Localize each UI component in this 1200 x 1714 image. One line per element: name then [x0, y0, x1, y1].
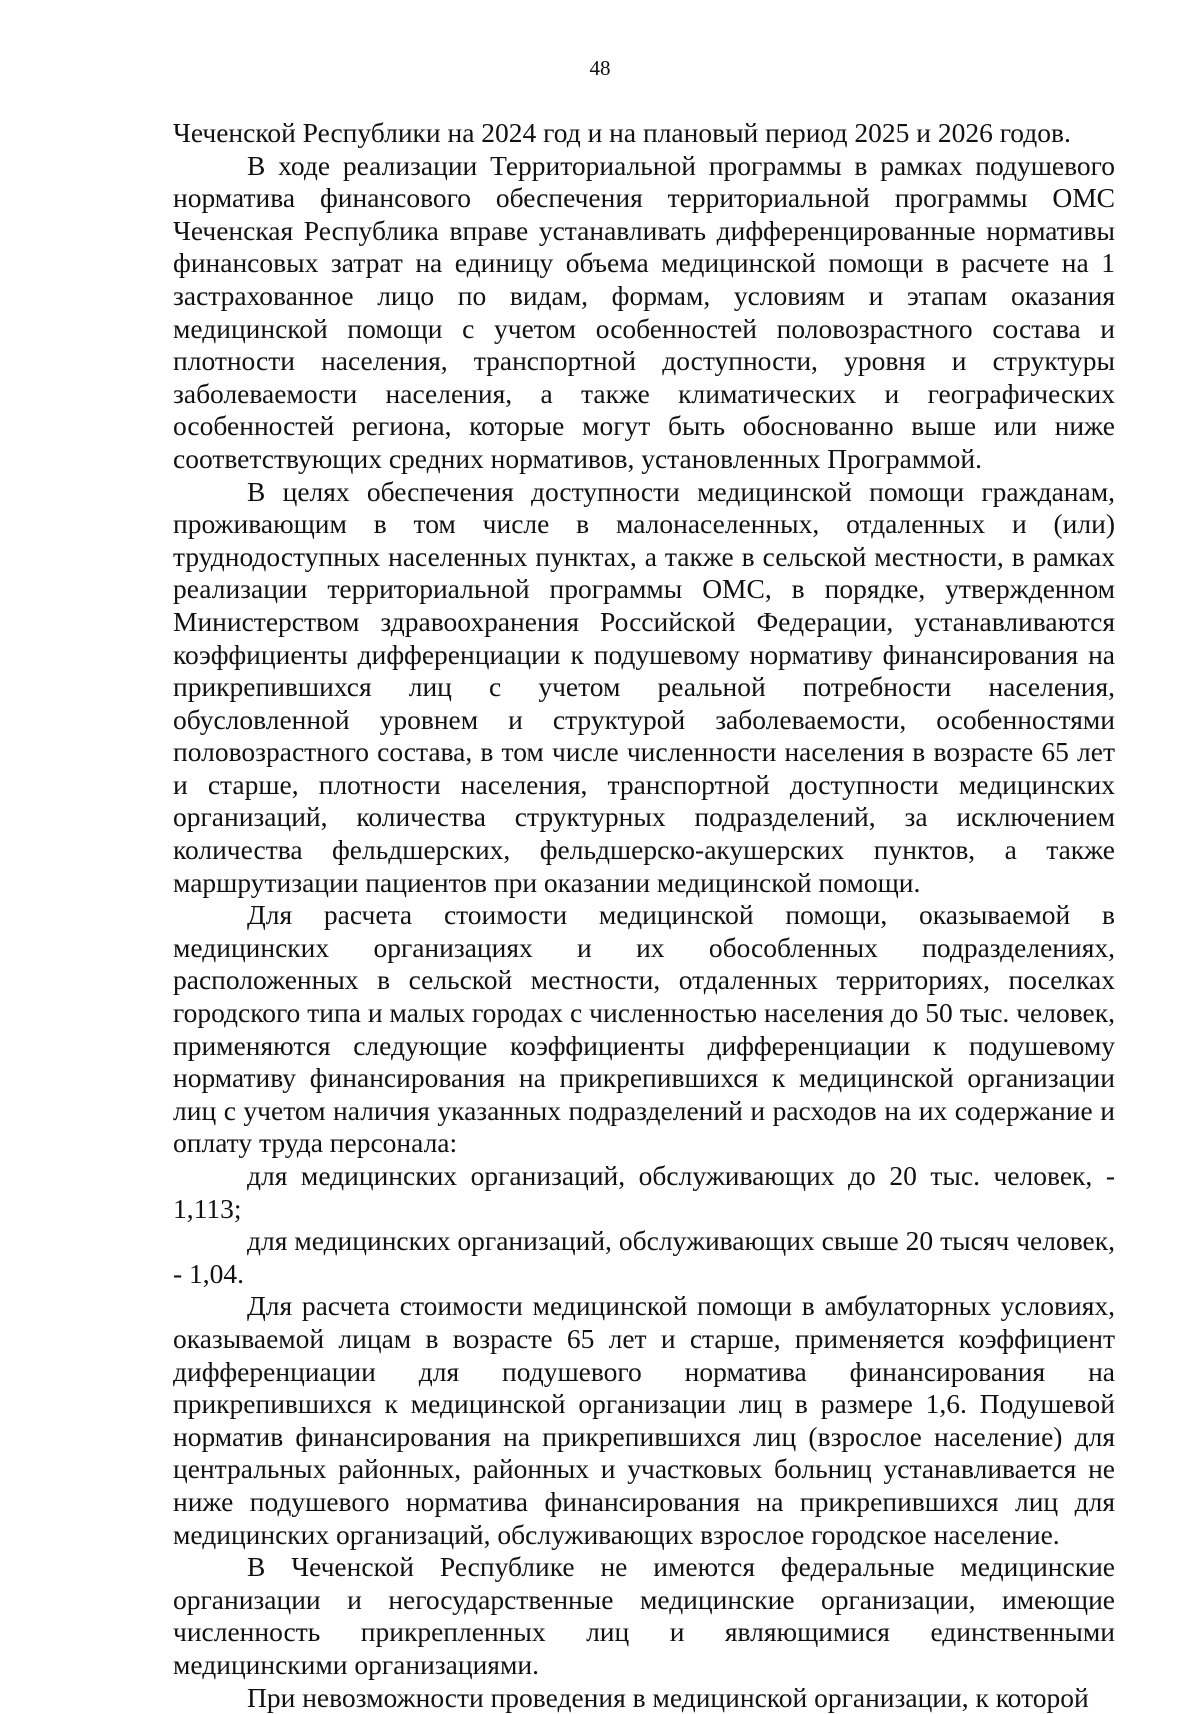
paragraph-coefficient-under-20k: для медицинских организаций, обслуживающих до 20 тыс. человек, - 1,113;	[173, 1160, 1115, 1225]
paragraph-impossibility: При невозможности проведения в медицинской организации, к которой	[173, 1682, 1115, 1714]
paragraph-coefficient-over-20k: для медицинских организаций, обслуживающих свыше 20 тысяч человек, - 1,04.	[173, 1225, 1115, 1290]
paragraph-elderly-coefficient: Для расчета стоимости медицинской помощи в амбулаторных условиях, оказываемой лицам в возрасте 65 лет и старше, применяется коэффициент дифференциации для подушевого норматива финансирования на прикрепившихся к медицинской организации лиц в размере 1,6. Подушевой норматив финансирования на прикрепившихся лиц (взрослое население) для центральных районных, районных и участковых больниц устанавливается не ниже подушевого норматива финансирования на прикрепившихся лиц для медицинских организаций, обслуживающих взрослое городское население.	[173, 1290, 1115, 1551]
paragraph-rural-cost-calculation: Для расчета стоимости медицинской помощи, оказываемой в медицинских организациях и их обособленных подразделениях, расположенных в сельской местности, отдаленных территориях, поселках городского типа и малых городах с численностью населения до 50 тыс. человек, применяются следующие коэффициенты дифференциации к подушевому нормативу финансирования на прикрепившихся к медицинской организации лиц с учетом наличия указанных подразделений и расходов на их содержание и оплату труда персонала:	[173, 899, 1115, 1160]
paragraph-continuation: Чеченской Республики на 2024 год и на плановый период 2025 и 2026 годов.	[173, 117, 1115, 150]
document-body	[173, 117, 1115, 1714]
page-number: 48	[0, 56, 1200, 80]
paragraph-accessibility-coefficients: В целях обеспечения доступности медицинской помощи гражданам, проживающим в том числе в малонаселенных, отдаленных и (или) труднодоступных населенных пунктах, а также в сельской местности, в рамках реализации территориальной программы ОМС, в порядке, утвержденном Министерством здравоохранения Российской Федерации, устанавливаются коэффициенты дифференциации к подушевому нормативу финансирования на прикрепившихся лиц с учетом реальной потребности населения, обусловленной уровнем и структурой заболеваемости, особенностями половозрастного состава, в том числе численности населения в возрасте 65 лет и старше, плотности населения, транспортной доступности медицинских организаций, количества структурных подразделений, за исключением количества фельдшерских, фельдшерско-акушерских пунктов, а также маршрутизации пациентов при оказании медицинской помощи.	[173, 476, 1115, 900]
paragraph-differentiated-norms: В ходе реализации Территориальной программы в рамках подушевого норматива финансового обеспечения территориальной программы ОМС Чеченская Республика вправе устанавливать дифференцированные нормативы финансовых затрат на единицу объема медицинской помощи в расчете на 1 застрахованное лицо по видам, формам, условиям и этапам оказания медицинской помощи с учетом особенностей половозрастного состава и плотности населения, транспортной доступности, уровня и структуры заболеваемости населения, а также климатических и географических особенностей региона, которые могут быть обоснованно выше или ниже соответствующих средних нормативов, установленных Программой.	[173, 150, 1115, 476]
paragraph-federal-organizations: В Чеченской Республике не имеются федеральные медицинские организации и негосударственные медицинские организации, имеющие численность прикрепленных лиц и являющимися единственными медицинскими организациями.	[173, 1551, 1115, 1681]
